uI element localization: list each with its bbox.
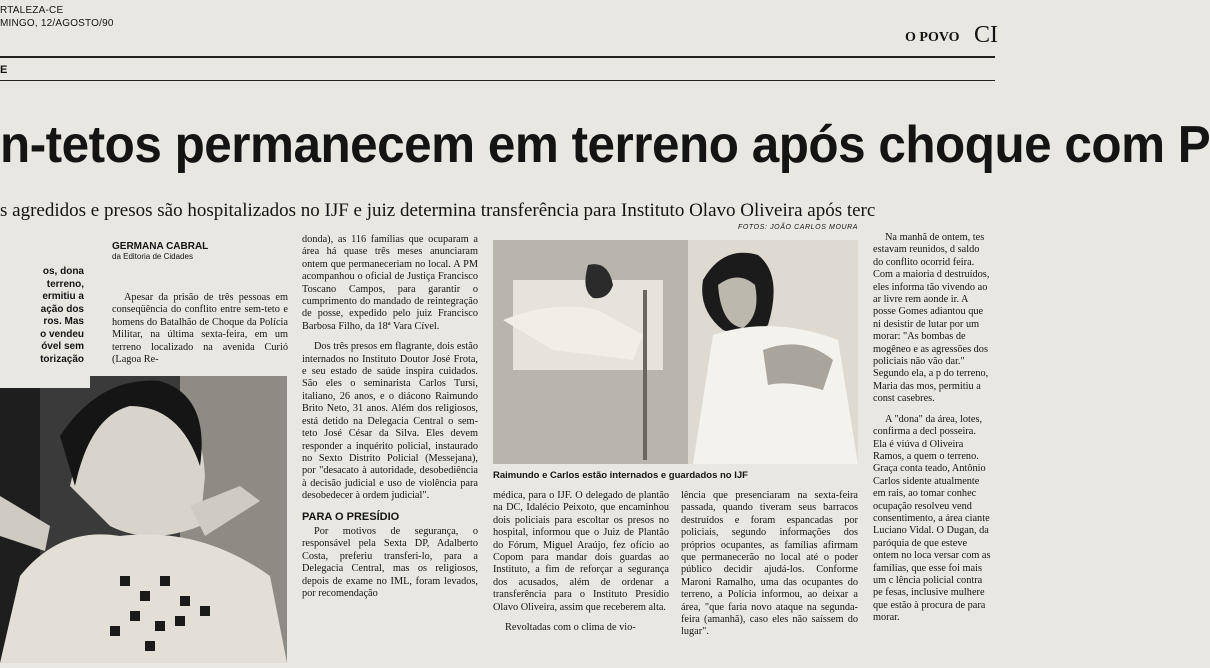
paragraph: Na manhã de ontem, tes estavam reunidos, d saldo do conflito ocorrid feira. Com a maioria d destruídos, eles informa tão vivendo ao ar livre rem aonde ir. A posse Gomes adiantou que ni desistir de lutar por um morar: "As bombas de mogêneo e as agressões dos policiais não vão dar." Segundo ela, a p do terreno, Maria das mos, permitiu a const casebres. [873, 232, 990, 405]
byline-desk: da Editoria de Cidades [112, 252, 193, 261]
byline [112, 241, 288, 261]
lead-line: torização [40, 353, 84, 365]
paragraph: Dos três presos em flagrante, dois estão internados no Instituto Doutor José Frota, e seu estado de saúde inspira cuidados. São eles o seminarista Carlos Tursi, italiano, 26 anos, e o diácono Raimundo Brito Neto, 31 anos. Além dos religiosos, está detido na Delegacia Central o sem-teto José César da Silva. Eles devem responder a inquérito policial, instaurado no Sexto Distrito Policial (Messejana), por "desacato à autoridade, desobediência à decisão judicial e uso de violência para desobedecer à ordem judicial". [302, 341, 478, 502]
byline-name: GERMANA CABRAL [112, 241, 209, 252]
section-tag: E [0, 64, 8, 76]
header-city: RTALEZA-CE [0, 5, 64, 16]
article-col-3 [493, 490, 669, 642]
photo-credit: FOTOS: JOÃO CARLOS MOURA [738, 224, 859, 231]
lead-box [0, 260, 90, 388]
article-col-1 [112, 292, 288, 374]
lead-line: ação dos [40, 303, 84, 315]
paragraph: lência que presenciaram na sexta-feira passada, quando tiveram seus barracos destruídos e foram espancadas por policiais, segundo informações dos próprios ocupantes, as famílias afirmam que permanecerão no local até o poder público decidir ajudá-los. Conforme Maroni Ramalho, uma das ocupantes do terreno, a Polícia informou, ao deixar a área, "que faria novo ataque na segunda-feira (amanhã), caso eles não saíssem do lugar". [681, 490, 858, 638]
photo-sem-teto [0, 376, 287, 663]
paragraph: médica, para o IJF. O delegado de plantão na DC, Idalécio Peixoto, que encaminhou dois policiais para escoltar os presos no hospital, informou que o Juiz de Plantão do Fórum, Miguel Araújo, fez ofício ao Copom para mandar dois guardas ao Instituto, a fim de reforçar a segurança dos acusados, além de ordenar a transferência para o Instituto Presídio Olavo Oliveira, assim que receberem alta. [493, 490, 669, 613]
lead-line: óvel sem [41, 341, 84, 352]
lead-line: o vendeu [40, 328, 84, 340]
article-col-2 [302, 234, 478, 608]
paragraph: Por motivos de segurança, o responsável pela Sexta DP, Adalberto Costa, preferiu transferi-lo, para a Delegacia Central, mas os religiosos, depois de exame no IML, foram levados, por recomendação [302, 525, 478, 599]
masthead-paper: O POVO [905, 30, 960, 45]
article-col-5-clip [873, 232, 995, 663]
paragraph: A "dona" da área, lotes, confirma a decl posseira. Ela é viúva d Oliveira Ramos, a quem o terreno. Graça conta teado, Antônio Carlos sidente atualmente em rais, ao tomar conhec ocupação resolveu vend consentimento, a área ciante Luciano Vidal. O Dugan, da paróquia de que esteve ontem no loca versar com as famílias, que esse foi mais um c lência policial contra pe fesas, inclusive mulhere que estão à procura de para morar. [873, 413, 991, 624]
photo-woman-illustration [0, 376, 287, 663]
article-col-5 [873, 232, 991, 625]
headline: n-tetos permanecem em terreno após choque com P [0, 116, 1210, 174]
section-heading: PARA O PRESÍDIO [302, 510, 400, 523]
header-date: MINGO, 12/AGOSTO/90 [0, 18, 114, 29]
paragraph: donda), as 116 famílias que ocuparam a área há quase três meses anunciaram ontem que permaneceriam no local. A PM acompanhou o oficial de Justiça Francisco Toscano Campos, para garantir o cumprimento do mandado de reintegração de posse, expedido pelo juiz Francisco Barbosa Filho, da 18ª Vara Cível. [302, 234, 478, 332]
photo-hospital-illustration [493, 240, 858, 464]
photo-hospital [493, 240, 858, 464]
top-rule [0, 56, 995, 58]
lead-line: os, dona [42, 266, 84, 277]
paragraph: Apesar da prisão de três pessoas em conseqüência do conflito entre sem-teto e homens do Batalhão de Choque da Polícia Militar, na última sexta-feira, em um terreno localizado na avenida Curió (Lagoa Re- [112, 292, 288, 366]
masthead-section: CI [974, 22, 998, 48]
section-rule [0, 80, 995, 81]
paragraph: Revoltadas com o clima de vio- [505, 622, 636, 634]
photo-caption: Raimundo e Carlos estão internados e guardados no IJF [493, 470, 748, 481]
subheadline: s agredidos e presos são hospitalizados no IJF e juiz determina transferência para Instituto Olavo Oliveira após terc [0, 200, 876, 221]
article-col-4 [681, 490, 858, 647]
lead-line: ros. Mas [43, 316, 84, 327]
lead-line: ermitiu a [42, 291, 84, 302]
lead-line: terreno, [46, 278, 84, 290]
